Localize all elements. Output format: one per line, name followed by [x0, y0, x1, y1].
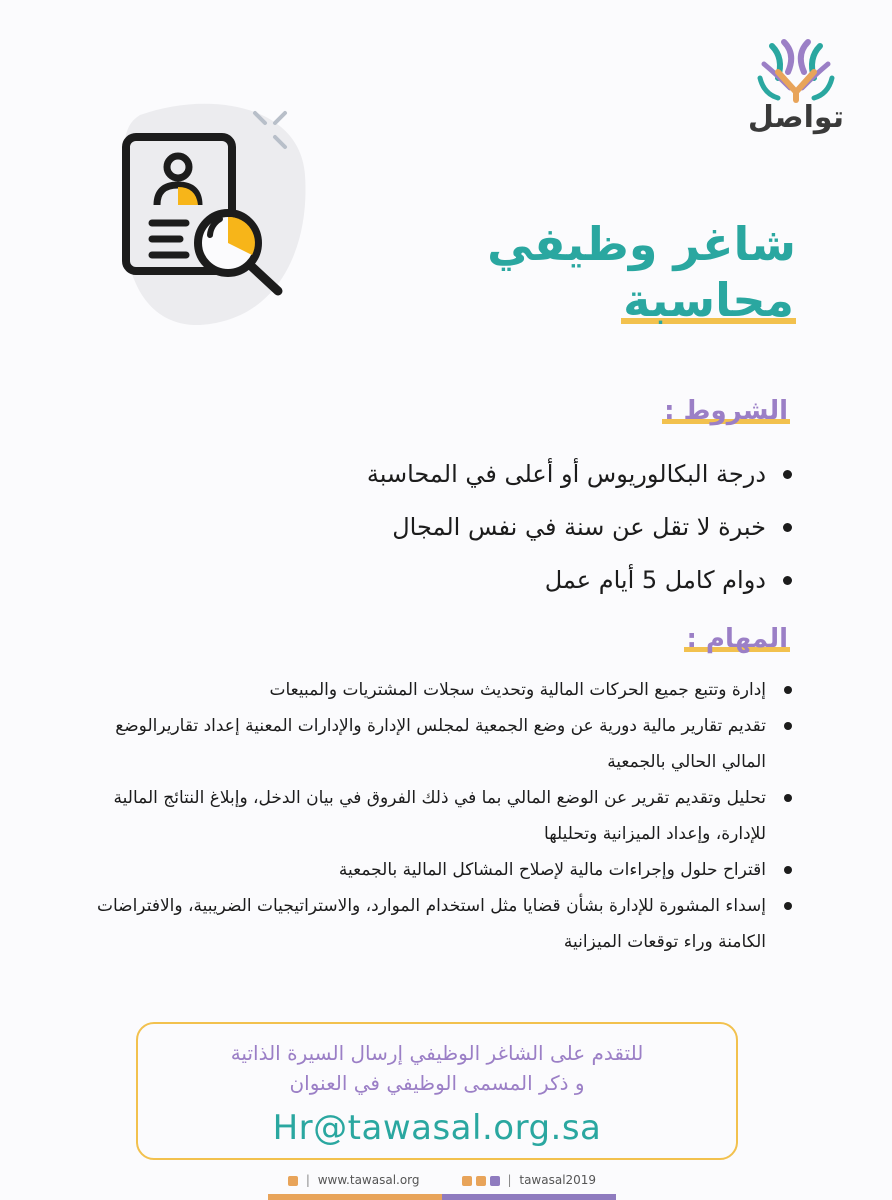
- twitter-icon[interactable]: [490, 1176, 500, 1186]
- list-item: دوام كامل 5 أيام عمل: [176, 554, 796, 607]
- footer-bar-orange: [268, 1194, 442, 1200]
- list-item: درجة البكالوريوس أو أعلى في المحاسبة: [176, 448, 796, 501]
- tawasal-logo-icon: [748, 38, 844, 108]
- footer-bar-purple: [442, 1194, 616, 1200]
- footer-social-group: [462, 1173, 596, 1187]
- list-item: خبرة لا تقل عن سنة في نفس المجال: [176, 501, 796, 554]
- job-search-illustration: [100, 95, 340, 335]
- tasks-list: [76, 672, 796, 960]
- list-item: تقديم تقارير مالية دورية عن وضع الجمعية لمجلس الإدارة والإدارات المعنية إعداد تقاريرالوضع المالي الحالي بالجمعية: [76, 708, 796, 780]
- list-item: إدارة وتتبع جميع الحركات المالية وتحديث سجلات المشتريات والمبيعات: [76, 672, 796, 708]
- conditions-list: [176, 448, 796, 607]
- footer: [268, 1170, 616, 1200]
- tasks-heading-text: المهام :: [686, 624, 788, 654]
- logo-text: تواصل: [747, 100, 844, 135]
- apply-instructions-line2: و ذكر المسمى الوظيفي في العنوان: [289, 1071, 585, 1095]
- conditions-heading-text: الشروط :: [664, 396, 788, 426]
- apply-instructions-line1: للتقدم على الشاغر الوظيفي إرسال السيرة الذاتية: [230, 1041, 644, 1065]
- footer-website-group: [288, 1173, 420, 1187]
- instagram-icon[interactable]: [288, 1176, 298, 1186]
- job-title: [621, 272, 796, 328]
- job-title-wrap: [376, 272, 796, 328]
- conditions-heading: [390, 396, 790, 426]
- footer-row: [268, 1170, 616, 1192]
- tasks-heading: [390, 624, 790, 654]
- page-title: شاغر وظيفي: [487, 217, 796, 271]
- list-item: تحليل وتقديم تقرير عن الوضع المالي بما في ذلك الفروق في بيان الدخل، وإبلاغ النتائج المالية للإدارة، وإعداد الميزانية وتحليلها: [76, 780, 796, 852]
- apply-email-link[interactable]: Hr@tawasal.org.sa: [272, 1108, 602, 1148]
- apply-box: [136, 1022, 738, 1160]
- resume-search-icon: [100, 95, 340, 335]
- instagram-icon[interactable]: [476, 1176, 486, 1186]
- divider: |: [305, 1173, 310, 1187]
- divider: |: [507, 1173, 512, 1187]
- website-link[interactable]: www.tawasal.org: [317, 1173, 420, 1187]
- job-title-text: محاسبة: [623, 273, 794, 327]
- list-item: إسداء المشورة للإدارة بشأن قضايا مثل استخدام الموارد، والاستراتيجيات الضريبية، والافتراضات الكامنة وراء توقعات الميزانية: [76, 888, 796, 960]
- social-handle[interactable]: tawasal2019: [519, 1173, 597, 1187]
- list-item: اقتراح حلول وإجراءات مالية لإصلاح المشاكل المالية بالجمعية: [76, 852, 796, 888]
- youtube-icon[interactable]: [462, 1176, 472, 1186]
